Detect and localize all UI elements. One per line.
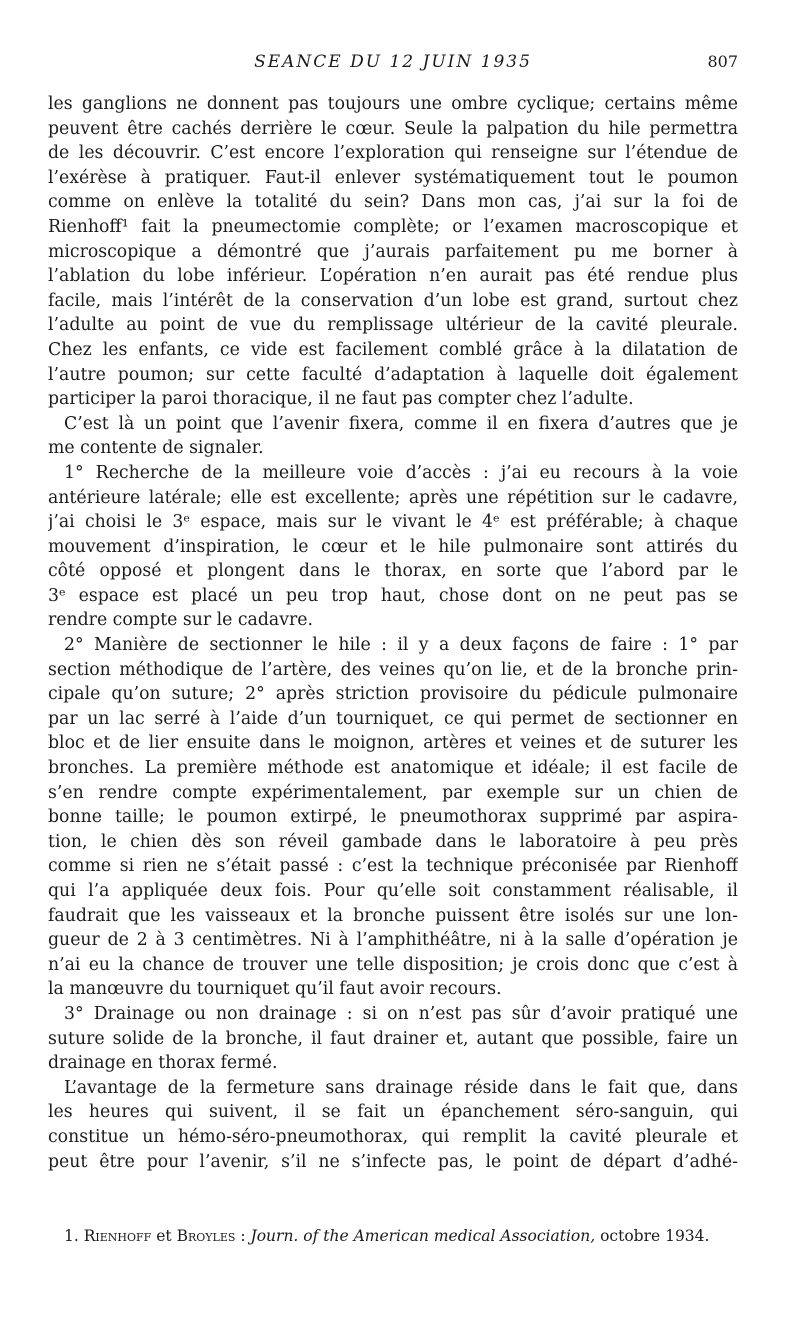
text-line: qui l’a appliquée deux fois. Pour qu’elle soit constamment réalisable, il [48, 881, 738, 901]
text-line: antérieure latérale; elle est excellente; après une répétition sur le cadavre, [48, 487, 738, 508]
text-line: comme on enlève la totalité du sein? Dans mon cas, j’ai sur la foi de [48, 192, 738, 213]
text-line: gueur de 2 à 3 centimètres. Ni à l’amphithéâtre, ni à la salle d’opération je [48, 930, 738, 951]
text-line: bloc et de lier ensuite dans le moignon, artères et veines et de suturer les [48, 733, 738, 754]
text-line: Chez les enfants, ce vide est facilement comblé grâce à la dilatation de [48, 339, 738, 360]
text-line: drainage en thorax fermé. [48, 1053, 278, 1074]
text-line: microscopique a démontré que j’aurais parfaitement pu me borner à [48, 241, 738, 262]
text-line: tion, le chien dès son réveil gambade dans le laboratoire à peu près [48, 831, 738, 852]
running-title: SEANCE DU 12 JUIN 1935 [254, 52, 532, 72]
text-line: section méthodique de l’artère, des veines qu’on lie, et de la bronche prin- [48, 659, 738, 680]
page-header [48, 52, 738, 76]
text-line: participer la paroi thoracique, il ne faut pas compter chez l’adulte. [48, 389, 634, 410]
text-line: rendre compte sur le cadavre. [48, 610, 313, 631]
text-line: par un lac serré à l’aide d’un tourniquet, ce qui permet de sectionner en [48, 708, 738, 729]
text-line: suture solide de la bronche, il faut drainer et, autant que possible, faire un [48, 1028, 738, 1049]
text-line: j’ai choisi le 3ᵉ espace, mais sur le vivant le 4ᵉ est préférable; à chaque [48, 512, 738, 533]
text-line: n’ai eu la chance de trouver une telle disposition; je crois donc que c’est à [48, 954, 738, 975]
text-line: côté opposé et plongent dans le thorax, en sorte que l’abord par le [48, 561, 738, 582]
text-line: mouvement d’inspiration, le cœur et le hile pulmonaire sont attirés du [48, 536, 738, 557]
text-line: l’exérèse à pratiquer. Faut-il enlever systématiquement tout le poumon [48, 167, 738, 188]
footnote-journal: Journ. of the American medical Association, [250, 1227, 596, 1245]
text-line: bronches. La première méthode est anatomique et idéale; il est facile de [48, 758, 738, 779]
text-line: cipale qu’on suture; 2° après striction provisoire du pédicule pulmonaire [48, 684, 738, 705]
text-line: Rienhoff¹ fait la pneumectomie complète; or l’examen macroscopique et [48, 216, 738, 237]
text-line: la manœuvre du tourniquet qu’il faut avoir recours. [48, 979, 502, 1000]
text-line: les heures qui suivent, il se fait un épanchement séro-sanguin, qui [48, 1102, 738, 1123]
text-line: constitue un hémo-séro-pneumothorax, qui remplit la cavité pleurale et [48, 1126, 738, 1147]
text-line: 1° Recherche de la meilleure voie d’accès : j’ai eu recours à la voie [64, 462, 738, 483]
footnote-number: 1. [64, 1227, 79, 1245]
text-line: peuvent être cachés derrière le cœur. Seule la palpation du hile permettra [48, 118, 738, 139]
page-number: 807 [707, 52, 738, 71]
footnote [64, 1226, 744, 1246]
text-line: les ganglions ne donnent pas toujours une ombre cyclique; certains même [48, 94, 738, 114]
footnote-separator: : [240, 1227, 246, 1245]
text-line: bonne taille; le poumon extirpé, le pneumothorax supprimé par aspira- [48, 807, 738, 828]
text-line: C’est là un point que l’avenir fixera, comme il en fixera d’autres que je [64, 413, 738, 434]
text-line: facile, mais l’intérêt de la conservation d’un lobe est grand, surtout chez [48, 290, 738, 311]
text-line: L’avantage de la fermeture sans drainage réside dans le fait que, dans [64, 1077, 738, 1098]
body-text [48, 92, 738, 1174]
text-line: 3° Drainage ou non drainage : si on n’est pas sûr d’avoir pratiqué une [64, 1003, 738, 1024]
footnote-author-broyles: Broyles [176, 1227, 236, 1245]
text-line: faudrait que les vaisseaux et la bronche puissent être isolés sur une lon- [48, 905, 738, 926]
text-line: comme si rien ne s’était passé : c’est la technique préconisée par Rienhoff [48, 856, 738, 877]
text-line: s’en rendre compte expérimentalement, par exemple sur un chien de [48, 782, 738, 803]
text-line: me contente de signaler. [48, 438, 264, 459]
footnote-date: octobre 1934. [600, 1227, 710, 1245]
text-line: 2° Manière de sectionner le hile : il y a deux façons de faire : 1° par [64, 635, 738, 656]
text-line: de les découvrir. C’est encore l’exploration qui renseigne sur l’étendue de [48, 143, 738, 164]
footnote-conjunction: et [156, 1227, 172, 1245]
text-line: peut être pour l’avenir, s’il ne s’infecte pas, le point de départ d’adhé- [48, 1151, 738, 1172]
text-line: l’autre poumon; sur cette faculté d’adaptation à laquelle doit également [48, 364, 738, 385]
text-line: l’adulte au point de vue du remplissage ultérieur de la cavité pleurale. [48, 315, 738, 336]
text-line: l’ablation du lobe inférieur. L’opération n’en aurait pas été rendue plus [48, 266, 738, 287]
text-line: 3ᵉ espace est placé un peu trop haut, chose dont on ne peut pas se [48, 585, 738, 606]
footnote-author-rienhoff: Rienhoff [83, 1227, 152, 1245]
